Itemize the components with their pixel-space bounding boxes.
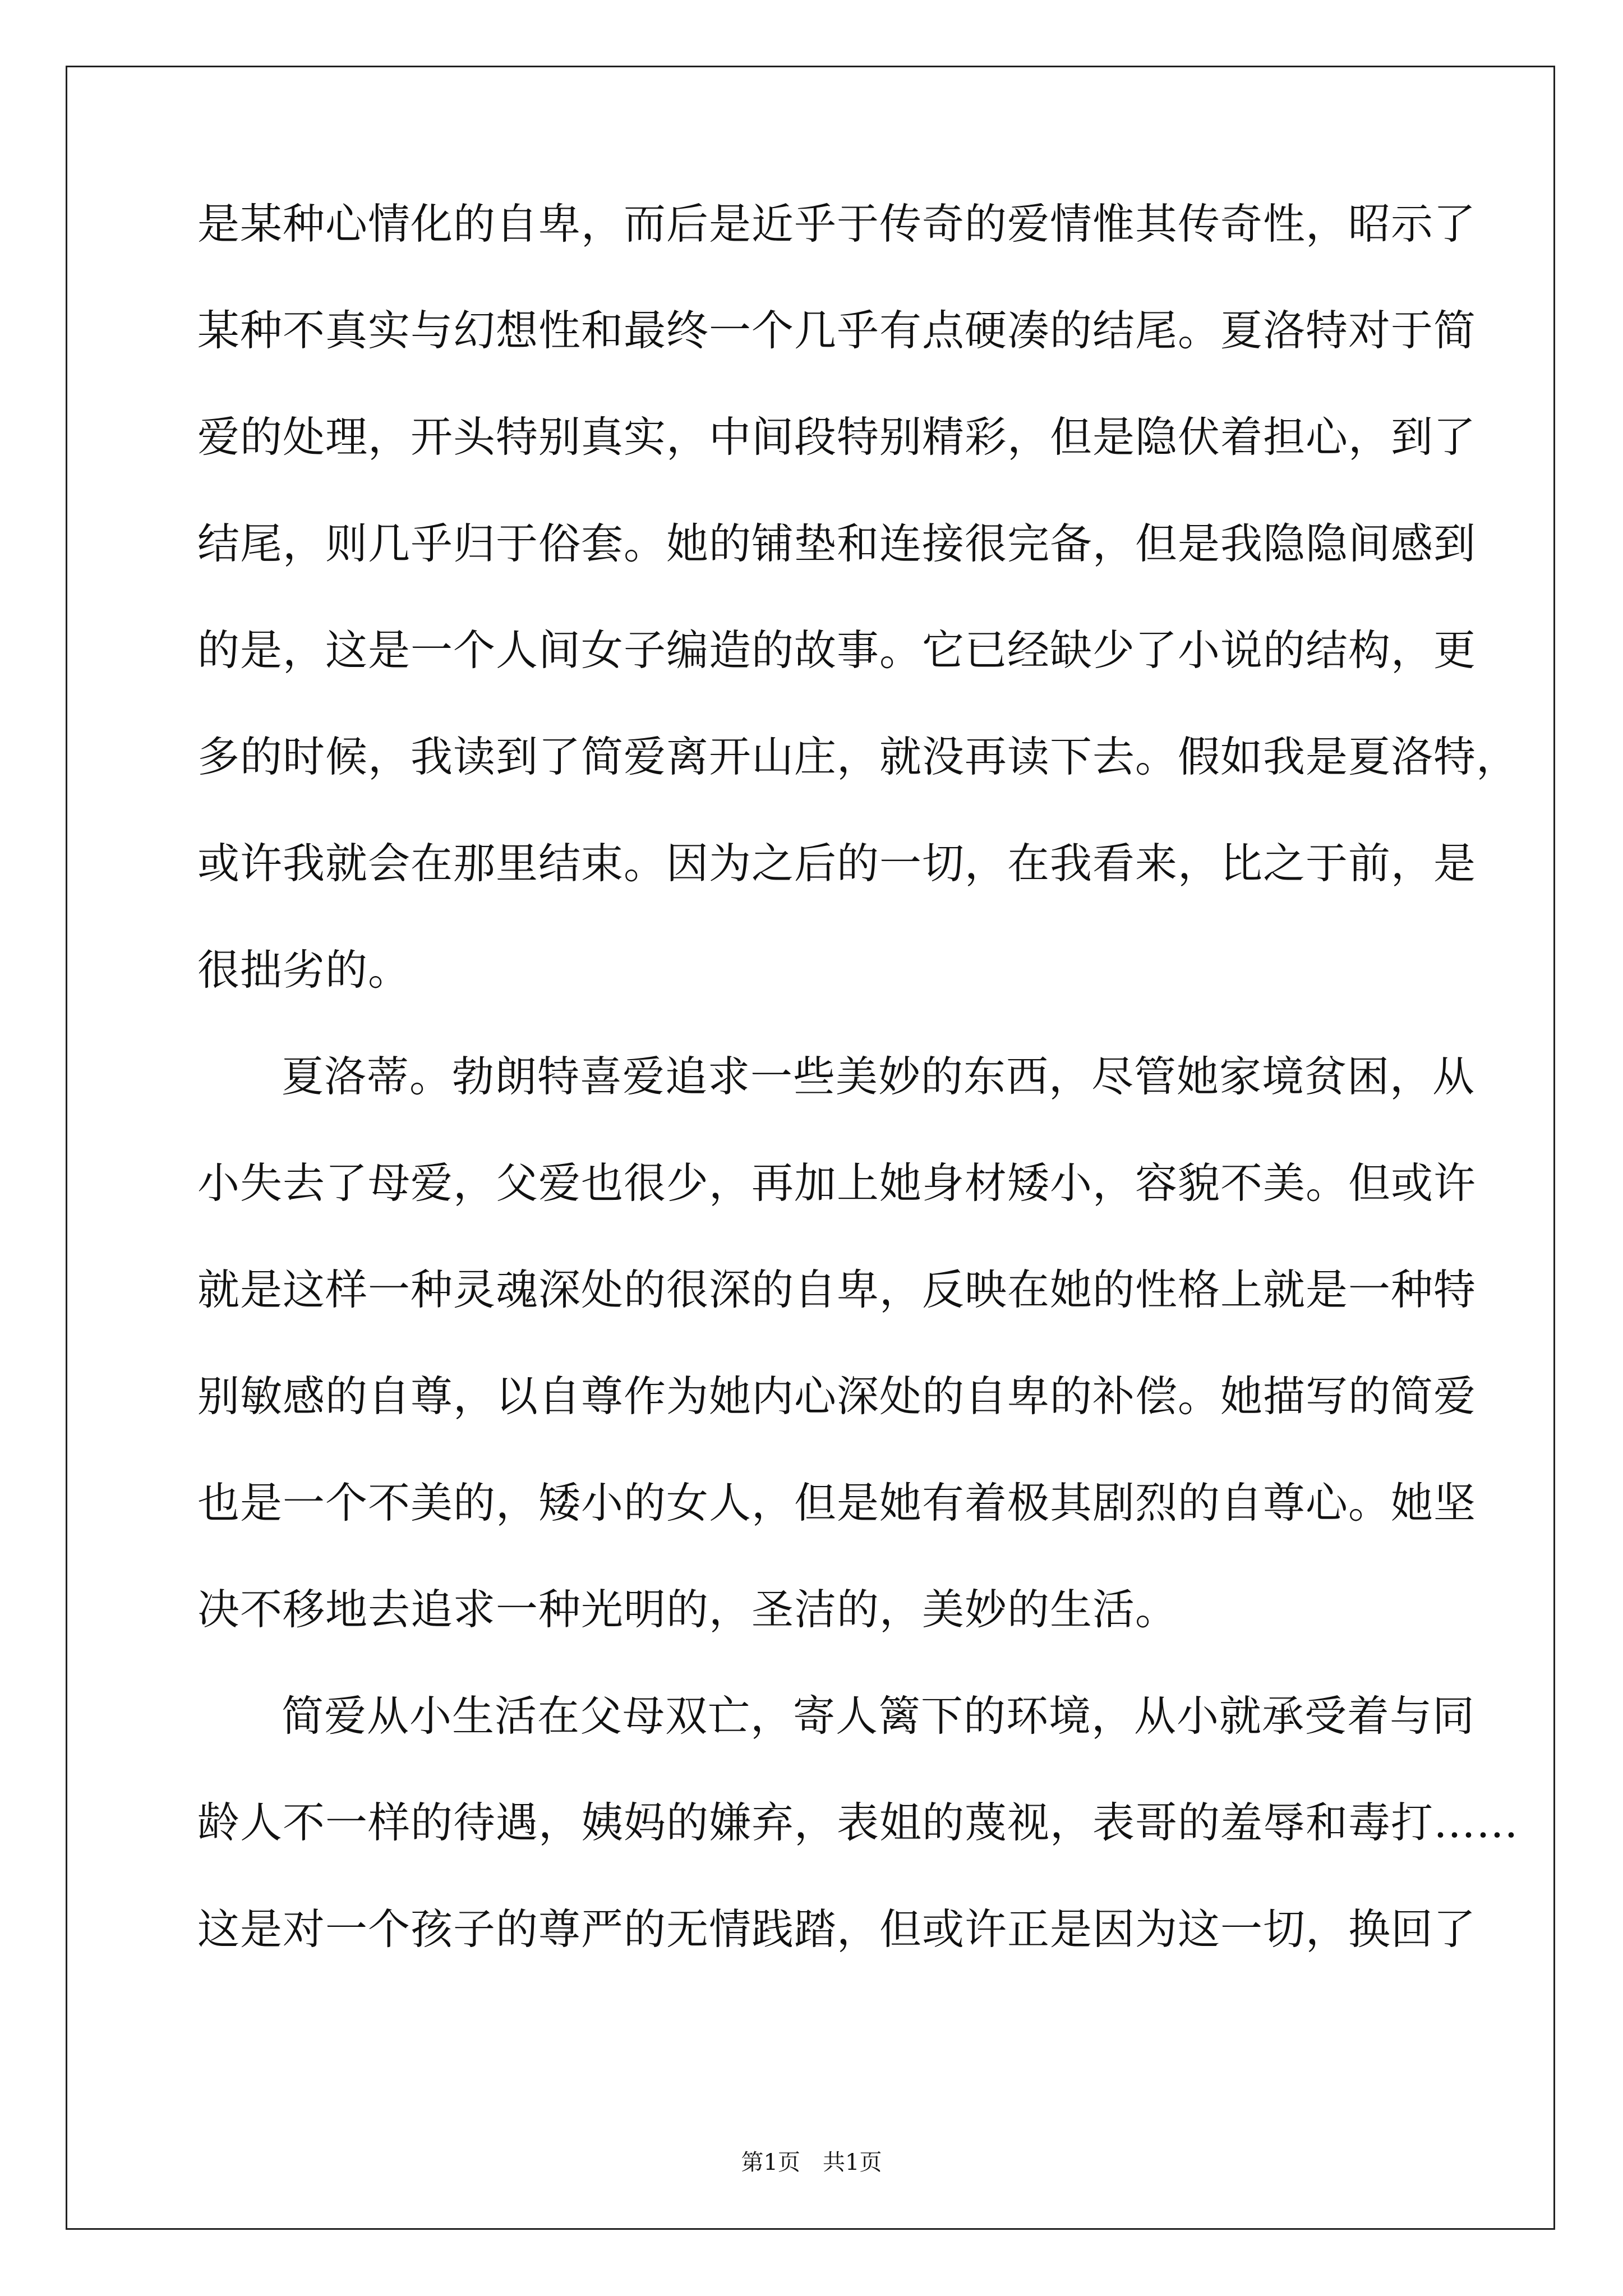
text-line: 很拙劣的。 xyxy=(197,945,411,995)
paragraph-1 xyxy=(197,199,1519,1056)
text-line: 也是一个不美的，矮小的女人，但是她有着极其剧烈的自尊心。她坚 xyxy=(197,1478,1477,1527)
text-line: 结尾，则几乎归于俗套。她的铺垫和连接很完备，但是我隐隐间感到 xyxy=(197,519,1477,568)
paragraph-2 xyxy=(197,1052,1477,1695)
text-line: 爱的处理，开头特别真实，中间段特别精彩，但是隐伏着担心，到了 xyxy=(197,412,1477,462)
document-body xyxy=(197,199,1519,2015)
text-line: 的是，这是一个人间女子编造的故事。它已经缺少了小说的结构，更 xyxy=(197,625,1477,675)
paragraph-3 xyxy=(197,1691,1519,2015)
text-line: 或许我就会在那里结束。因为之后的一切，在我看来，比之于前，是 xyxy=(197,839,1477,888)
text-line: 是某种心情化的自卑，而后是近乎于传奇的爱情惟其传奇性，昭示了 xyxy=(197,199,1477,249)
text-line: 龄人不一样的待遇，姨妈的嫌弃，表姐的蔑视，表哥的羞辱和毒打…… xyxy=(197,1798,1519,1847)
text-line: 小失去了母爱，父爱也很少，再加上她身材矮小，容貌不美。但或许 xyxy=(197,1158,1477,1208)
page-number-label: 第1页 共1页 xyxy=(741,2150,882,2175)
text-line: 这是对一个孩子的尊严的无情践踏，但或许正是因为这一切，换回了 xyxy=(197,1904,1477,1954)
text-line: 决不移地去追求一种光明的，圣洁的，美妙的生活。 xyxy=(197,1585,1178,1634)
text-line: 就是这样一种灵魂深处的很深的自卑，反映在她的性格上就是一种特 xyxy=(197,1265,1477,1314)
text-line: 别敏感的自尊，以自尊作为她内心深处的自卑的补偿。她描写的简爱 xyxy=(197,1372,1477,1421)
page-footer xyxy=(0,2151,1623,2174)
text-line: 简爱从小生活在父母双亡，寄人篱下的环境，从小就承受着与同 xyxy=(282,1691,1476,1741)
text-line: 某种不真实与幻想性和最终一个几乎有点硬凑的结尾。夏洛特对于简 xyxy=(197,306,1477,355)
text-line: 夏洛蒂。勃朗特喜爱追求一些美妙的东西，尽管她家境贫困，从 xyxy=(282,1052,1476,1101)
text-line: 多的时候，我读到了简爱离开山庄，就没再读下去。假如我是夏洛特， xyxy=(197,732,1519,781)
